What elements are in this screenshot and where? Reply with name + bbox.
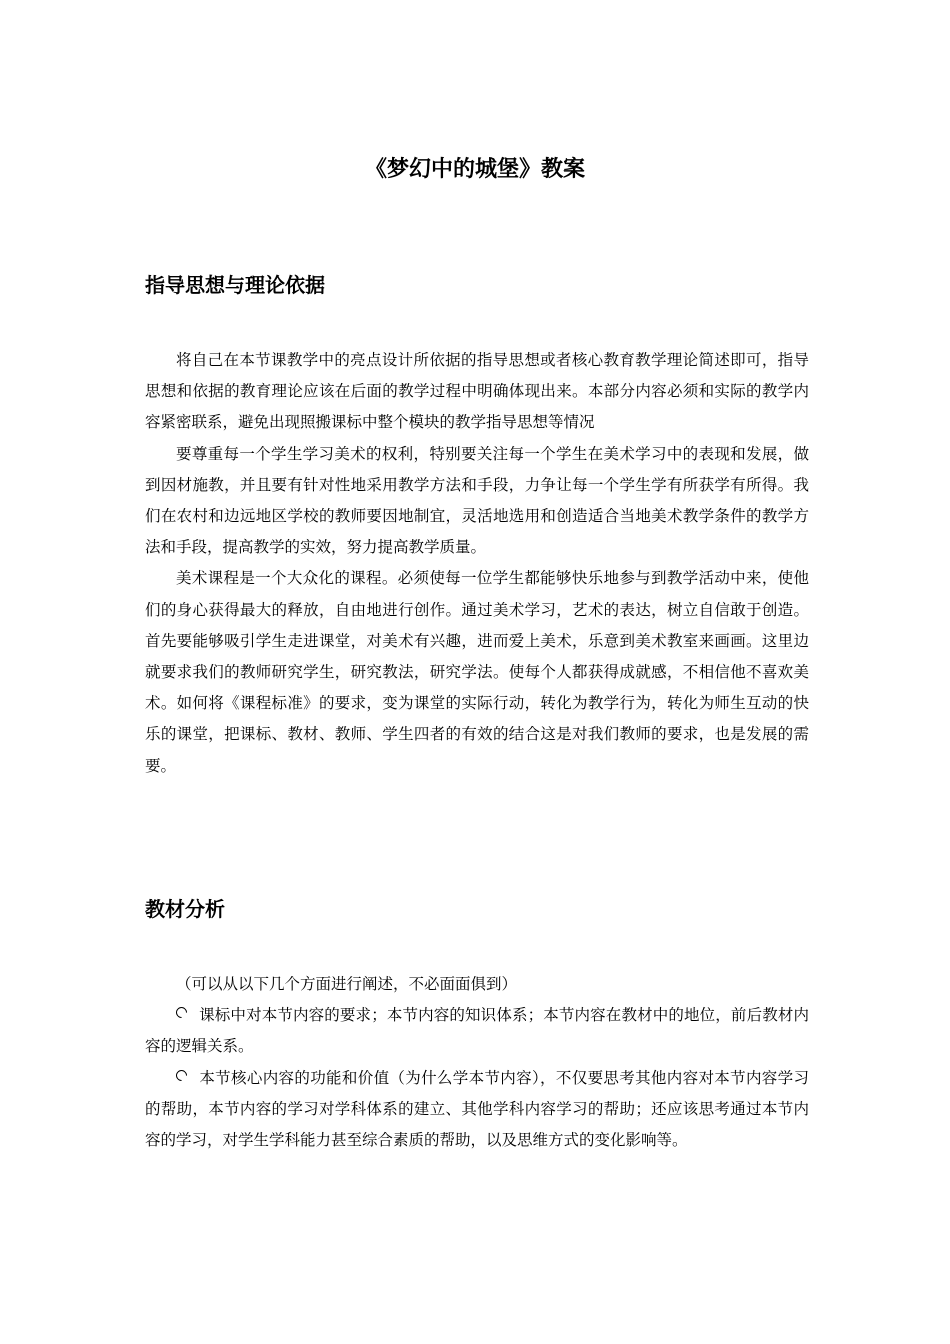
paragraph: 要尊重每一个学生学习美术的权利，特别要关注每一个学生在美术学习中的表现和发展，做到因材施教，并且要有针对性地采用教学方法和手段，力争让每一个学生学有所获学有所得。我们在农村和边远地区学校的教师要因地制宜，灵活地选用和创造适合当地美术教学条件的教学方法和手段，提高教学的实效，努力提高教学质量。	[145, 444, 809, 557]
section-body-textbook-analysis	[145, 969, 809, 1156]
bullet-item	[145, 1000, 809, 1062]
bullet-text: 本节核心内容的功能和价值（为什么学本节内容），不仅要思考其他内容对本节内容学习的帮助，本节内容的学习对学科体系的建立、其他学科内容学习的帮助；还应该思考通过本节内容的学习，对学生学科能力甚至综合素质的帮助，以及思维方式的变化影响等。	[145, 1068, 809, 1150]
open-circle-icon	[174, 1005, 190, 1021]
paragraph: 美术课程是一个大众化的课程。必须使每一位学生都能够快乐地参与到教学活动中来，使他们的身心获得最大的释放，自由地进行创作。通过美术学习，艺术的表达，树立自信敢于创造。首先要能够吸引学生走进课堂，对美术有兴趣，进而爱上美术，乐意到美术教室来画画。这里边就要求我们的教师研究学生，研究教法，研究学法。使每个人都获得成就感，不相信他不喜欢美术。如何将《课程标准》的要求，变为课堂的实际行动，转化为教学行为，转化为师生互动的快乐的课堂，把课标、教材、教师、学生四者的有效的结合这是对我们教师的要求，也是发展的需要。	[145, 569, 809, 775]
paragraph: 将自己在本节课教学中的亮点设计所依据的指导思想或者核心教育教学理论简述即可，指导思想和依据的教育理论应该在后面的教学过程中明确体现出来。本部分内容必须和实际的教学内容紧密联系，避免出现照搬课标中整个模块的教学指导思想等情况	[145, 351, 809, 432]
bullet-text: 课标中对本节内容的要求；本节内容的知识体系；本节内容在教材中的地位，前后教材内容的逻辑关系。	[145, 1006, 809, 1056]
bullet-item	[145, 1063, 809, 1157]
document-title: 《梦幻中的城堡》教案	[364, 157, 585, 182]
intro-paragraph: （可以从以下几个方面进行阐述，不必面面俱到）	[176, 975, 518, 993]
section-heading-guiding-ideology: 指导思想与理论依据	[145, 273, 325, 297]
section-heading-textbook-analysis: 教材分析	[145, 897, 225, 921]
section-body-guiding-ideology	[145, 345, 809, 782]
open-circle-icon	[174, 1067, 190, 1083]
